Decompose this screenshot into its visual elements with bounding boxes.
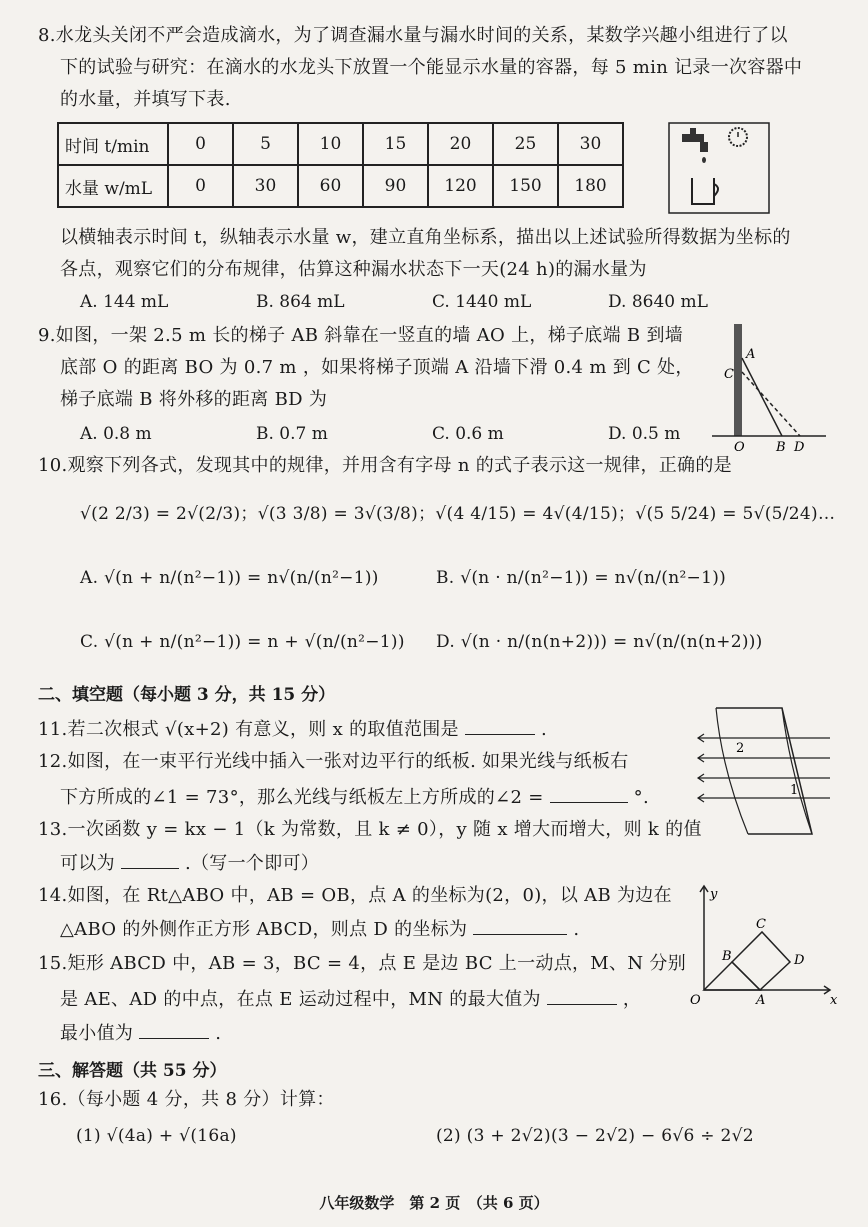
label-o: O [734, 440, 745, 454]
q13-line1: 13.一次函数 y = kx − 1（k 为常数，且 k ≠ 0），y 随 x 增大而增大，则 k 的值 [38, 819, 702, 840]
table-cell: 5 [233, 123, 298, 165]
q8-line1: 8.水龙头关闭不严会造成滴水，为了调查漏水量与漏水时间的关系，某数学兴趣小组进行了以 [38, 25, 788, 46]
table-row [58, 165, 623, 207]
q15-line2 [60, 988, 641, 1010]
q9-option-b: B. 0.7 m [256, 424, 328, 444]
q10-line1: 10.观察下列各式，发现其中的规律，并用含有字母 n 的式子表示这一规律，正确的是 [38, 455, 732, 476]
coordinate-figure [680, 878, 840, 1006]
label-o: O [690, 993, 701, 1006]
faucet-icon [682, 128, 708, 163]
q14-line1: 14.如图，在 Rt△ABO 中，AB = OB，点 A 的坐标为(2，0)，以 AB 为边在 [38, 885, 672, 906]
table-cell: 15 [363, 123, 428, 165]
table-cell: 120 [428, 165, 493, 207]
q8-line5: 各点，观察它们的分布规律，估算这种漏水状态下一天(24 h)的漏水量为 [60, 259, 647, 280]
q10-expressions: √(2 2/3) = 2√(2/3)；√(3 3/8) = 3√(3/8)；√(4 4/15) = 4√(4/15)；√(5 5/24) = 5√(5/24)… [80, 504, 836, 524]
label-b: B [722, 949, 732, 964]
triangle-abo [704, 962, 760, 990]
table-row-label: 时间 t/min [58, 123, 168, 165]
cup-icon [692, 178, 718, 204]
q9-line1: 9.如图，一架 2.5 m 长的梯子 AB 斜靠在一竖直的墙 AO 上，梯子底端 B 到墙 [38, 325, 684, 346]
table-cell: 30 [558, 123, 623, 165]
q15-text-min: 最小值为 [60, 1023, 134, 1044]
light-rays [698, 734, 830, 802]
angle-1-label: 1 [790, 783, 799, 798]
section3-heading: 三、解答题（共 55 分） [38, 1061, 227, 1081]
q13-line2 [60, 852, 319, 874]
q16-part1: (1) √(4a) + √(16a) [76, 1126, 237, 1146]
q13-text: 可以为 [60, 853, 115, 874]
q14-answer-blank[interactable] [473, 918, 567, 935]
q12-end: °. [633, 787, 649, 808]
q8-option-a: A. 144 mL [80, 292, 169, 312]
q13-answer-blank[interactable] [121, 852, 179, 869]
q10-option-c: C. √(n + n/(n²−1)) = n + √(n/(n²−1)) [80, 632, 405, 652]
q16-part2: (2) (3 + 2√2)(3 − 2√2) − 6√6 ÷ 2√2 [436, 1126, 754, 1146]
wall-shape [734, 324, 742, 436]
q9-line3: 梯子底端 B 将外移的距离 BD 为 [60, 389, 328, 410]
table-cell: 180 [558, 165, 623, 207]
q11-answer-blank[interactable] [465, 718, 535, 735]
q11-end: . [540, 719, 547, 740]
q8-line4: 以横轴表示时间 t，纵轴表示水量 w，建立直角坐标系，描出以上述试验所得数据为坐标的 [60, 227, 791, 248]
board-outline [716, 708, 812, 834]
label-x: x [830, 993, 838, 1006]
table-cell: 0 [168, 165, 233, 207]
q11-line [38, 718, 547, 740]
label-d: D [794, 440, 805, 454]
q15-text: 是 AE、AD 的中点，在点 E 运动过程中，MN 的最大值为 [60, 989, 541, 1010]
ladder-cd [742, 372, 800, 436]
q12-text: 下方所成的∠1 = 73°，那么光线与纸板左上方所成的∠2 = [60, 787, 544, 808]
q9-option-c: C. 0.6 m [432, 424, 504, 444]
table-cell: 10 [298, 123, 363, 165]
table-cell: 150 [493, 165, 558, 207]
q15-line3 [60, 1022, 221, 1044]
table-row [58, 123, 623, 165]
q8-option-c: C. 1440 mL [432, 292, 532, 312]
q14-text: △ABO 的外侧作正方形 ABCD，则点 D 的坐标为 [60, 919, 468, 940]
table-cell: 90 [363, 165, 428, 207]
q15-max-blank[interactable] [547, 988, 617, 1005]
q14-line2 [60, 918, 579, 940]
q12-line1: 12.如图，在一束平行光线中插入一张对边平行的纸板. 如果光线与纸板右 [38, 751, 629, 772]
label-c: C [724, 367, 734, 382]
clock-icon [729, 128, 747, 146]
q10-option-d: D. √(n · n/(n(n+2))) = n√(n/(n(n+2))) [436, 632, 763, 652]
table-cell: 60 [298, 165, 363, 207]
q9-line2: 底部 O 的距离 BO 为 0.7 m ，如果将梯子顶端 A 沿墙下滑 0.4 m 到 C 处， [60, 357, 694, 378]
q10-option-b: B. √(n · n/(n²−1)) = n√(n/(n²−1)) [436, 568, 727, 588]
label-c: C [756, 917, 766, 932]
q11-text: 11.若二次根式 √(x+2) 有意义，则 x 的取值范围是 [38, 719, 459, 740]
q15-line1: 15.矩形 ABCD 中，AB = 3，BC = 4，点 E 是边 BC 上一动点，M、N 分别 [38, 953, 687, 974]
faucet-illustration [668, 122, 770, 214]
q12-line2 [60, 786, 649, 808]
q12-answer-blank[interactable] [550, 786, 628, 803]
label-a: A [746, 347, 756, 362]
table-row-label: 水量 w/mL [58, 165, 168, 207]
table-cell: 25 [493, 123, 558, 165]
table-cell: 20 [428, 123, 493, 165]
table-cell: 30 [233, 165, 298, 207]
q8-option-d: D. 8640 mL [608, 292, 708, 312]
page-footer: 八年级数学 第 2 页 （共 6 页） [319, 1194, 549, 1212]
q8-data-table [57, 122, 624, 208]
ladder-figure [710, 320, 830, 454]
board-left-edge [716, 708, 748, 834]
q9-option-d: D. 0.5 m [608, 424, 681, 444]
q13-end: .（写一个即可） [184, 853, 320, 874]
q16-line1: 16.（每小题 4 分，共 8 分）计算： [38, 1089, 335, 1110]
q8-line2: 下的试验与研究：在滴水的水龙头下放置一个能显示水量的容器，每 5 min 记录一次容器中 [60, 57, 803, 78]
label-d: D [794, 953, 805, 968]
q14-end: . [573, 919, 580, 940]
square-abcd [732, 932, 790, 990]
section2-heading: 二、填空题（每小题 3 分，共 15 分） [38, 685, 336, 705]
q8-option-b: B. 864 mL [256, 292, 345, 312]
q15-comma: ， [622, 989, 642, 1010]
angle-2-label: 2 [736, 741, 745, 756]
label-b: B [776, 440, 786, 454]
label-a: A [756, 993, 766, 1006]
q15-min-blank[interactable] [139, 1022, 209, 1039]
light-board-figure [694, 700, 834, 842]
q15-end: . [215, 1023, 222, 1044]
label-y: y [710, 887, 718, 902]
q8-line3: 的水量，并填写下表. [60, 89, 231, 110]
q9-option-a: A. 0.8 m [80, 424, 152, 444]
ladder-ab [742, 358, 782, 436]
q10-option-a: A. √(n + n/(n²−1)) = n√(n/(n²−1)) [80, 568, 379, 588]
table-cell: 0 [168, 123, 233, 165]
